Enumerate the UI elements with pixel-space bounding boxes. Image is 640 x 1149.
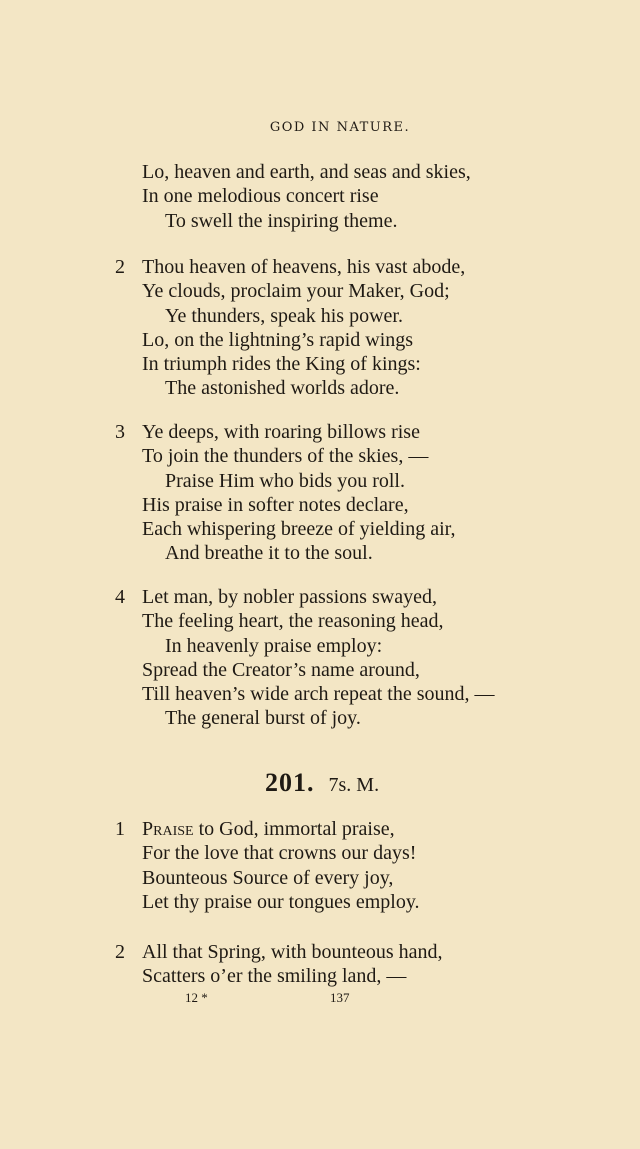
verse-text: Thou heaven of heavens, his vast abode, (142, 256, 466, 278)
verse-text: Let man, by nobler passions swayed, (142, 586, 437, 608)
verse-text: Let thy praise our tongues employ. (142, 890, 420, 913)
verse-text (142, 817, 395, 841)
stanza-number: 2 (115, 941, 125, 963)
verse-text: The feeling heart, the reasoning head, (142, 610, 444, 633)
verse-text: And breathe it to the soul. (165, 542, 373, 565)
verse-text: Till heaven’s wide arch repeat the sound, — (142, 683, 495, 706)
verse-text: Spread the Creator’s name around, (142, 658, 420, 681)
verse-text: Lo, on the lightning’s rapid wings (142, 328, 414, 351)
stanza-number: 3 (115, 421, 125, 443)
hymn-title (265, 768, 379, 798)
verse-text: In one melodious concert rise (142, 185, 379, 208)
initial-word: Praise (142, 818, 194, 840)
verse-text: Scatters o’er the smiling land, — (142, 965, 407, 988)
verse-text: Each whispering breeze of yielding air, (142, 518, 456, 541)
verse-text: Ye clouds, proclaim your Maker, God; (142, 280, 450, 303)
verse-text: For the love that crowns our days! (142, 842, 417, 865)
stanza-number: 2 (115, 256, 125, 278)
hymn-meter: 7s. M. (328, 774, 380, 796)
verse-text: The astonished worlds adore. (165, 377, 400, 400)
stanza-number: 1 (115, 818, 125, 840)
page-number: 137 (330, 990, 350, 1005)
verse-text: To swell the inspiring theme. (165, 209, 398, 232)
verse-text: To join the thunders of the skies, — (142, 445, 429, 468)
verse-text: Praise Him who bids you roll. (165, 469, 405, 492)
line-rest: to God, immortal praise, (193, 818, 395, 840)
verse-text: The general burst of joy. (165, 707, 361, 730)
hymn-number: 201. (265, 768, 315, 797)
stanza-number: 4 (115, 586, 125, 608)
verse-text: In triumph rides the King of kings: (142, 353, 421, 376)
verse-text: All that Spring, with bounteous hand, (142, 941, 443, 963)
verse-text: Bounteous Source of every joy, (142, 866, 394, 889)
verse-text: Ye deeps, with roaring billows rise (142, 421, 420, 443)
signature-mark: 12 * (185, 990, 208, 1005)
verse-text: In heavenly praise employ: (165, 634, 383, 657)
verse-text: Lo, heaven and earth, and seas and skies, (142, 161, 471, 183)
running-header: GOD IN NATURE. (269, 120, 411, 135)
verse-text: Ye thunders, speak his power. (165, 304, 403, 327)
verse-text: His praise in softer notes declare, (142, 493, 409, 516)
